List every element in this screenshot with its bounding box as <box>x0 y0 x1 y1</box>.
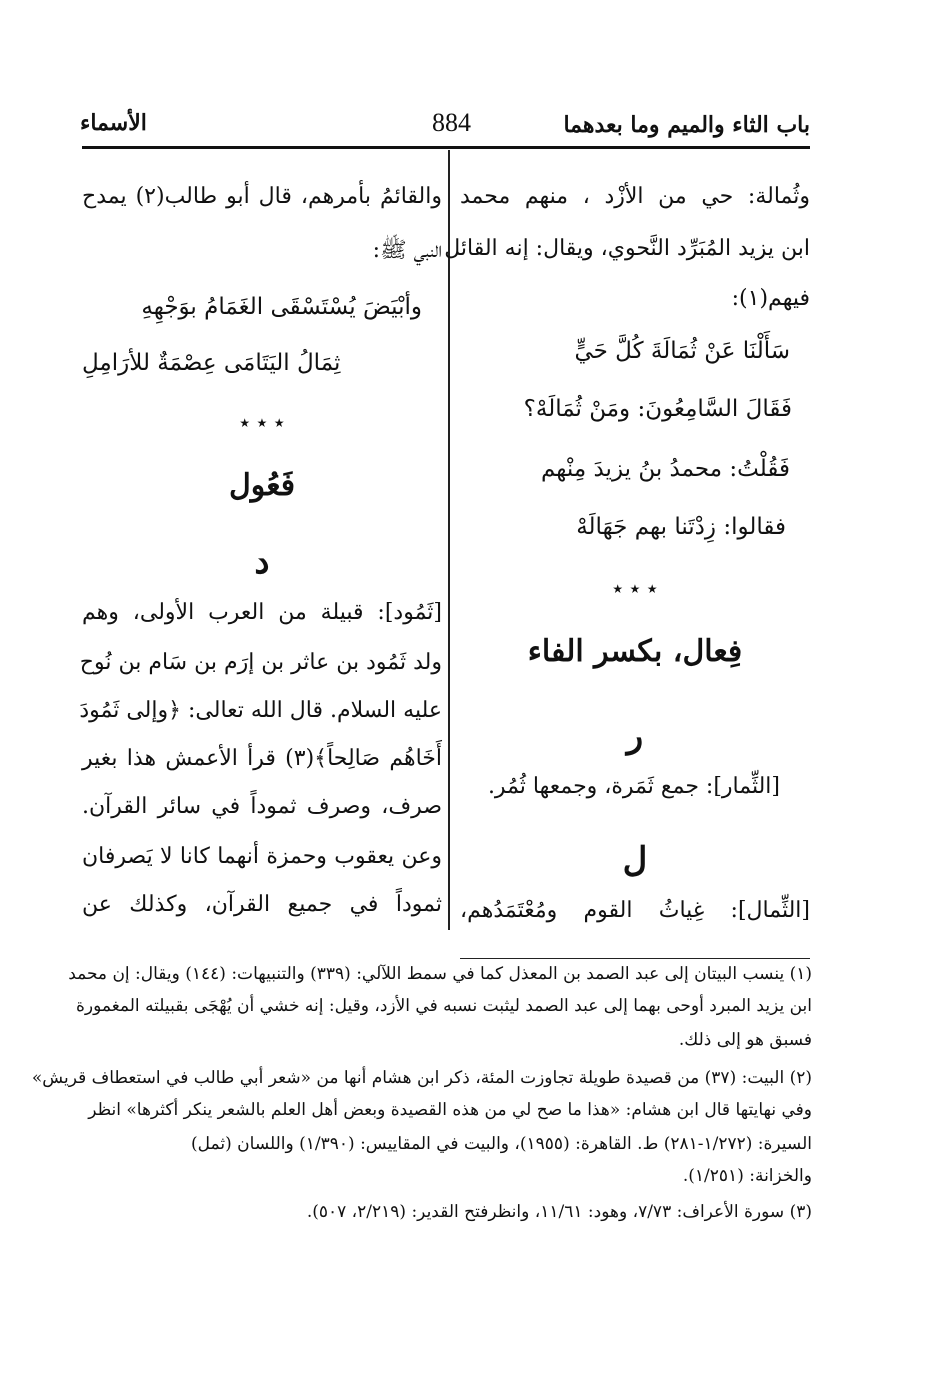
text-line: النبي ﷺ: <box>372 238 442 263</box>
section-separator: ٭ ٭ ٭ <box>239 410 285 434</box>
letter-heading: ر <box>626 716 644 756</box>
page-number: 884 <box>432 108 471 137</box>
entry-line: ولد ثَمُود بن عاثر بن إرَم بن سَام بن نُوح <box>79 650 442 675</box>
footnote-line: السيرة: (١/٢٧٢-٢٨١) ط. القاهرة: (١٩٥٥)، والبيت في المقاييس: (١/٣٩٠) واللسان (ثمل) <box>191 1134 812 1154</box>
footnote-line: (٣) سورة الأعراف: ٧/٧٣، وهود: ١١/٦١، وانظرفتح القدير: (٢/٢١٩، ٥٠٧). <box>306 1202 812 1222</box>
entry-line: [الثِّمال]: غِياثُ القوم ومُعْتَمَدُهم، <box>460 898 810 923</box>
entry-line: عليه السلام. قال الله تعالى: ﴿وإلى ثَمُودَ <box>79 698 442 723</box>
header-divider <box>82 146 810 149</box>
letter-heading: ل <box>622 840 648 880</box>
section-title: الأسماء <box>80 110 147 136</box>
section-heading: فِعال، بكسر الفاء <box>527 634 743 669</box>
footnote-line: والخزانة: (١/٢٥١). <box>682 1166 812 1186</box>
section-heading: فَعُول <box>228 468 296 503</box>
column-divider <box>448 150 450 930</box>
text-line: فيهم(١): <box>731 286 810 311</box>
chapter-title: باب الثاء والميم وما بعدهما <box>563 112 810 138</box>
entry-line: أَخَاهُم صَالِحاً﴾(٣) قرأ الأعمش هذا بغير <box>82 746 442 771</box>
verse-line: فَقَالَ السَّامِعُونَ: ومَنْ ثُمَالَهْ؟ <box>523 396 792 422</box>
entry-line: ثموداً في جميع القرآن، وكذلك عن <box>82 892 442 917</box>
text-line: وثُمالة: حي من الأزْد ، منهم محمد <box>460 184 810 209</box>
page-header <box>80 108 810 148</box>
text-line: والقائمُ بأمرهم، قال أبو طالب(٢) يمدح <box>82 184 442 209</box>
verse-line: ثِمَالُ اليَتَامَى عِصْمَةٌ للأرَامِلِ <box>82 350 341 376</box>
verse-line: وأبْيَضَ يُسْتَسْقَى الغَمَامُ بوَجْهِهِ <box>141 294 422 320</box>
entry-line: وعن يعقوب وحمزة أنهما كانا لا يَصرفان <box>82 844 442 869</box>
verse-line: فقالوا: زِدْتَنا بهم جَهَالَهْ <box>576 514 786 540</box>
entry-line: [ثَمُود]: قبيلة من العرب الأولى، وهم <box>82 600 442 625</box>
section-separator: ٭ ٭ ٭ <box>612 576 658 600</box>
text-line: ابن يزيد المُبَرِّد النَّحوي، ويقال: إنه القائل <box>444 236 810 261</box>
entry-line: صرف، وصرف ثموداً في سائر القرآن. <box>82 794 442 819</box>
footnote-line: فسبق هو إلى ذلك. <box>678 1030 812 1050</box>
verse-line: سَأَلْنَا عَنْ ثُمَالَةَ كُلَّ حَيٍّ <box>574 338 790 364</box>
footnote-line: ابن يزيد المبرد أوحى بهما إلى عبد الصمد ليثبت نسبه في الأزد، وقيل: إنه خشي أن يُهْجَى بقبيلته المغمورة <box>76 996 812 1016</box>
footnote-line: (٢) البيت: (٣٧) من قصيدة طويلة تجاوزت المئة، ذكر ابن هشام أنها من «شعر أبي طالب في استعطاف قريش» <box>31 1068 812 1088</box>
footnote-line: (١) ينسب البيتان إلى عبد الصمد بن المعذل كما في سمط اللآلي: (٣٣٩) والتنبيهات: (١٤٤) ويقال: إن محمد <box>68 964 812 984</box>
letter-heading: د <box>254 542 270 582</box>
footnote-divider <box>460 958 810 959</box>
entry-line: [الثِّمار]: جمع ثَمَرة، وجمعها ثُمُر. <box>487 774 780 799</box>
verse-line: فَقُلْتُ: محمدُ بنُ يزيدَ مِنْهم <box>540 456 790 482</box>
footnote-line: وفي نهايتها قال ابن هشام: «هذا ما صح لي من هذه القصيدة وبعض أهل العلم بالشعر ينكر أكثرها» انظر <box>88 1100 812 1120</box>
